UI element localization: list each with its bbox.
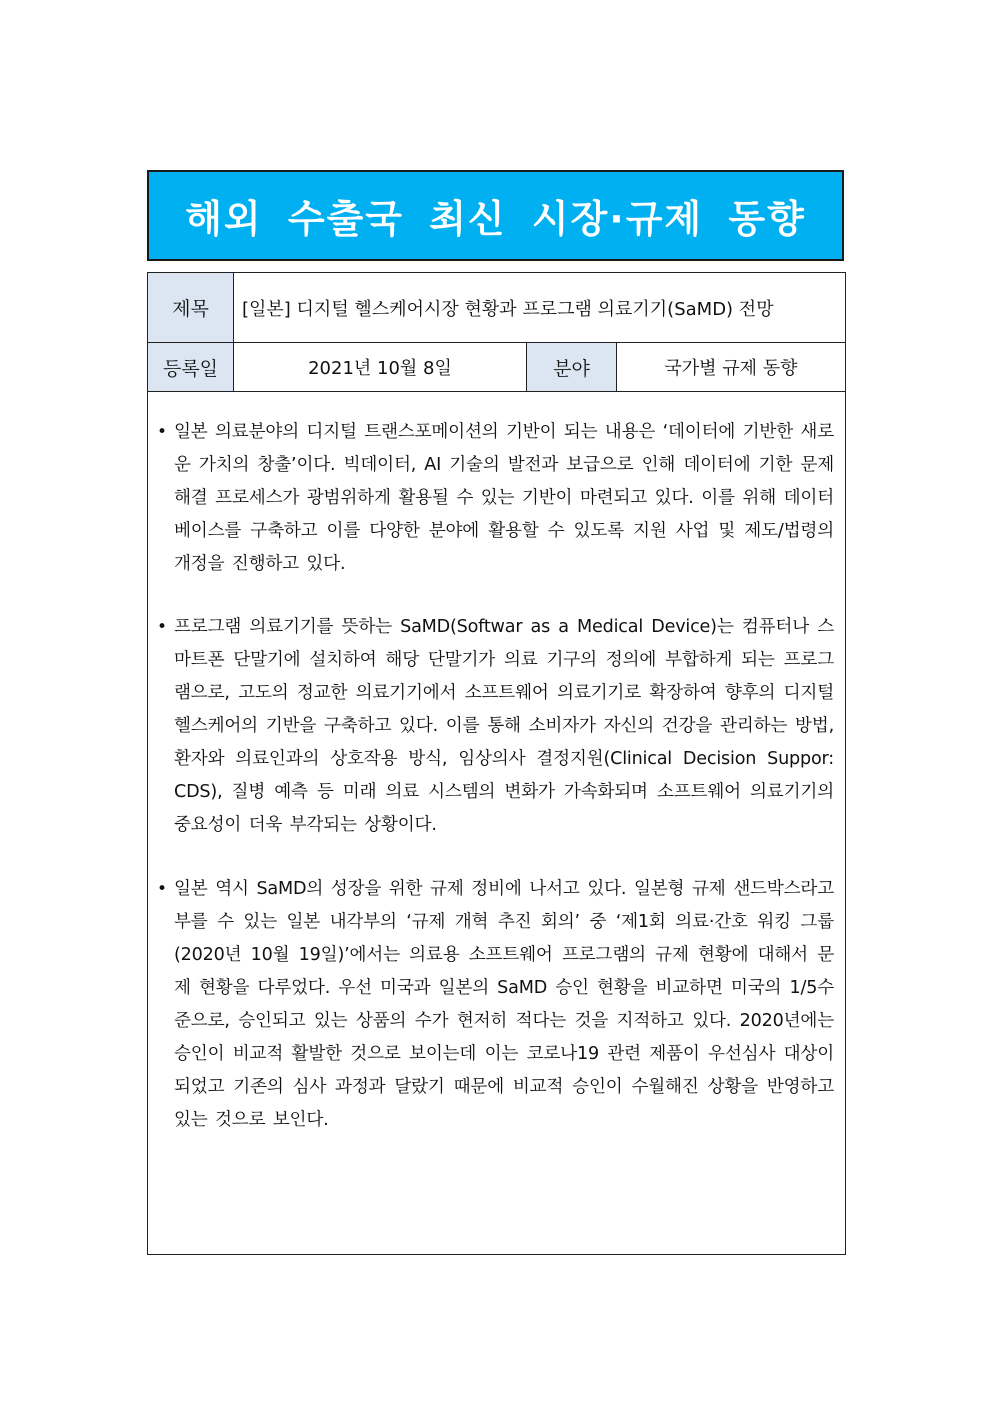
bullet-paragraph [154,611,834,842]
paragraph-text: 일본 역시 SaMD의 성장을 위한 규제 정비에 나서고 있다. 일본형 규제 샌드박스라고 부를 수 있는 일본 내각부의 ‘규제 개혁 추진 회의’ 중 ‘제1회 의료·간호 워킹 그룹(2020년 10월 19일)’에서는 의료용 소프트웨어 프로그램의 규제 현황에 대해서 문제 현황을 다루었다. 우선 미국과 일본의 SaMD 승인 현황을 비교하면 미국의 1/5수준으로, 승인되고 있는 상품의 수가 현저히 적다는 것을 지적하고 있다. 2020년에는 승인이 비교적 활발한 것으로 보이는데 이는 코로나19 관련 제품이 우선심사 대상이 되었고 기존의 심사 과정과 달랐기 때문에 비교적 승인이 수월해진 상황을 반영하고 있는 것으로 보인다. [174,879,834,1130]
field-label: 분야 [527,343,617,391]
date-value: 2021년 10월 8일 [234,343,527,391]
bullet-paragraph [154,873,834,1137]
bullet-icon: • [157,422,167,442]
content-body [148,392,845,1254]
bullet-icon: • [157,879,167,899]
document-title: 해외 수출국 최신 시장·규제 동향 [185,197,806,241]
bullet-icon: • [157,617,167,637]
title-value: [일본] 디지털 헬스케어시장 현황과 프로그램 의료기기(SaMD) 전망 [242,298,774,320]
title-row [148,273,845,343]
title-label: 제목 [148,273,234,342]
report-frame [147,272,846,1255]
field-value: 국가별 규제 동향 [664,358,798,379]
meta-row [148,343,845,392]
date-label: 등록일 [148,343,234,391]
paragraph-text: 프로그램 의료기기를 뜻하는 SaMD(Softwar as a Medical Device)는 컴퓨터나 스마트폰 단말기에 설치하여 해당 단말기가 의료 기구의 정의에 부합하게 되는 프로그램으로, 고도의 정교한 의료기기에서 소프트웨어 의료기기로 확장하여 향후의 디지털 헬스케어의 기반을 구축하고 있다. 이를 통해 소비자가 자신의 건강을 관리하는 방법, 환자와 의료인과의 상호작용 방식, 임상의사 결정지원(Clinical Decision Suppor: CDS), 질병 예측 등 미래 의료 시스템의 변화가 가속화되며 소프트웨어 의료기기의 중요성이 더욱 부각되는 상황이다. [174,617,834,835]
paragraph-text: 일본 의료분야의 디지털 트랜스포메이션의 기반이 되는 내용은 ‘데이터에 기반한 새로운 가치의 창출’이다. 빅데이터, AI 기술의 발전과 보급으로 인해 데이터에 기한 문제 해결 프로세스가 광범위하게 활용될 수 있는 기반이 마련되고 있다. 이를 위해 데이터베이스를 구축하고 이를 다양한 분야에 활용할 수 있도록 지원 사업 및 제도/법령의 개정을 진행하고 있다. [174,422,834,574]
header-banner [147,170,844,261]
bullet-paragraph [154,416,834,581]
